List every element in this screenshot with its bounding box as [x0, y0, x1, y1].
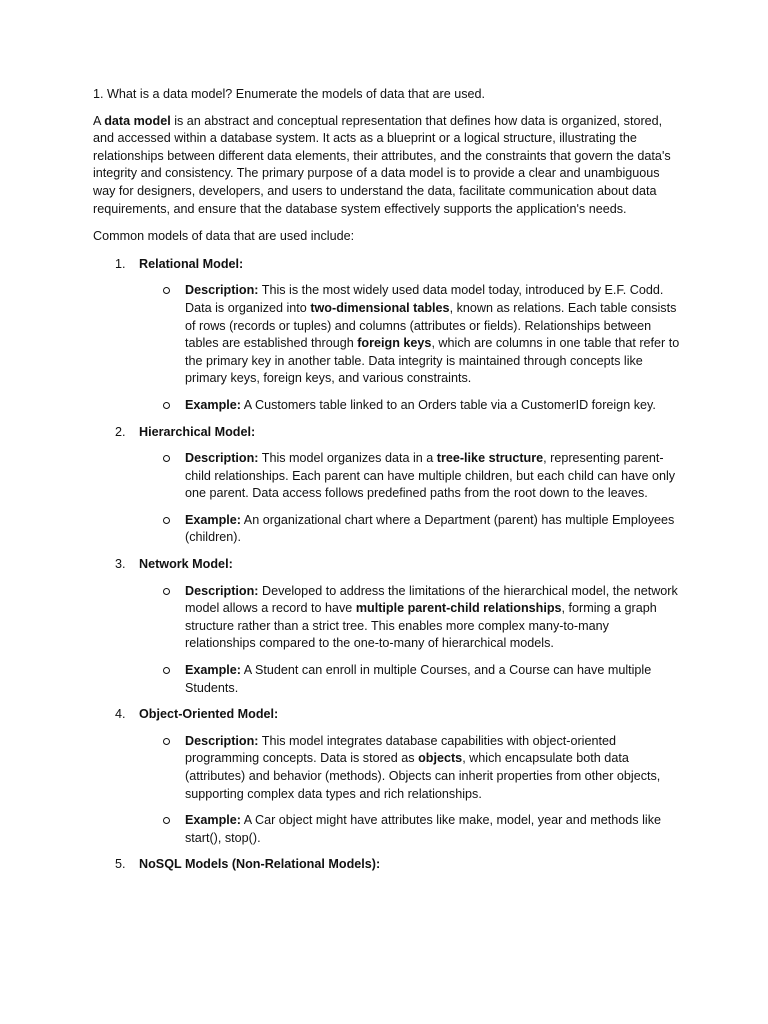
- circle-bullet-icon: [163, 588, 170, 595]
- model-number: 4.: [115, 707, 126, 722]
- description-label: Description:: [185, 451, 259, 466]
- description-label: Description:: [185, 283, 259, 298]
- model-details-list: [139, 282, 682, 414]
- example-item: [139, 397, 682, 415]
- circle-bullet-icon: [163, 287, 170, 294]
- description-item: [139, 282, 682, 388]
- description-text: , known as relations. Each table consists of rows (records or tuples) and columns (attributes or fields). Relationships between tables are established through: [185, 300, 677, 351]
- model-number: 5.: [115, 857, 126, 872]
- description-text: This is the most widely used data model today, introduced by E.F. Codd. Data is organized into: [185, 283, 664, 315]
- model-details-list: [139, 583, 682, 698]
- circle-bullet-icon: [163, 517, 170, 524]
- model-number: 2.: [115, 424, 126, 439]
- example-item: [139, 512, 682, 547]
- intro-text: is an abstract and conceptual representation that defines how data is organized, stored, and accessed within a database system. It acts as a blueprint or a logical structure, illustrating the relationships between different data elements, their attributes, and the constraints that govern the data's integrity and consistency. The primary purpose of a data model is to provide a clear and unambiguous way for designers, developers, and users to understand the data, facilitate communication about data requirements, and ensure that the database system effectively supports the application's needs.: [93, 113, 671, 216]
- circle-bullet-icon: [163, 738, 170, 745]
- description-emphasis: tree-like structure: [436, 451, 544, 466]
- description-label: Description:: [185, 583, 259, 598]
- model-title: NoSQL Models (Non-Relational Models):: [139, 857, 381, 872]
- example-label: Example:: [185, 512, 241, 527]
- description-label: Description:: [185, 733, 259, 748]
- description-item: [139, 733, 682, 803]
- model-number: 1.: [115, 256, 126, 271]
- model-item: [93, 706, 682, 847]
- example-label: Example:: [185, 397, 241, 412]
- example-item: [139, 812, 682, 847]
- description-emphasis: two-dimensional tables: [310, 300, 450, 315]
- question-heading: 1. What is a data model? Enumerate the models of data that are used.: [93, 87, 486, 101]
- description-text: This model organizes data in a: [258, 451, 437, 466]
- description-item: [139, 450, 682, 503]
- intro-lead-word: A: [93, 113, 105, 128]
- model-title: Relational Model:: [139, 256, 244, 271]
- description-emphasis: objects: [418, 751, 463, 766]
- model-item: [93, 556, 682, 697]
- intro-paragraph: [93, 113, 682, 219]
- description-text: , which encapsulate both data (attributes) and behavior (methods). Objects can inherit properties from other objects, supporting complex data types and rich relationships.: [185, 751, 661, 801]
- description-text: , which are columns in one table that refer to the primary key in another table. Data integrity is maintained through concepts like primary keys, foreign keys, and various constraints.: [185, 336, 680, 386]
- example-label: Example:: [185, 663, 241, 678]
- circle-bullet-icon: [163, 817, 170, 824]
- description-emphasis: multiple parent-child relationships: [355, 601, 562, 616]
- model-item: [93, 424, 682, 548]
- model-title: Hierarchical Model:: [139, 424, 256, 439]
- model-number: 3.: [115, 557, 126, 572]
- model-item: [93, 256, 682, 415]
- description-text: , representing parent-child relationships. Each parent can have multiple children, but each child can have only one parent. Data access follows predefined paths from the root down to the leaves.: [185, 451, 676, 501]
- description-text: This model integrates database capabilities with object-oriented programming concepts. Data is stored as: [185, 733, 616, 766]
- example-label: Example:: [185, 813, 241, 828]
- model-title: Object-Oriented Model:: [139, 707, 279, 722]
- model-item: [93, 856, 682, 874]
- model-details-list: [139, 450, 682, 547]
- description-text: , forming a graph structure rather than a strict tree. This enables more complex many-to-many relationships compared to the one-to-many of hierarchical models.: [185, 601, 657, 651]
- example-text: An organizational chart where a Department (parent) has multiple Employees (children).: [185, 512, 675, 545]
- description-emphasis: foreign keys: [357, 336, 432, 351]
- models-list: [93, 256, 682, 874]
- circle-bullet-icon: [163, 667, 170, 674]
- description-text: Developed to address the limitations of the hierarchical model, the network model allows a record to have: [185, 583, 678, 616]
- example-text: A Student can enroll in multiple Courses, and a Course can have multiple Students.: [185, 663, 652, 695]
- circle-bullet-icon: [163, 402, 170, 409]
- models-lead-text: Common models of data that are used include:: [93, 229, 355, 244]
- model-title: Network Model:: [139, 557, 233, 572]
- model-details-list: [139, 733, 682, 848]
- example-text: A Customers table linked to an Orders table via a CustomerID foreign key.: [241, 397, 656, 412]
- example-text: A Car object might have attributes like make, model, year and methods like start(), stop().: [185, 813, 662, 845]
- example-item: [139, 662, 682, 697]
- description-item: [139, 583, 682, 653]
- circle-bullet-icon: [163, 455, 170, 462]
- intro-term: data model: [104, 113, 171, 128]
